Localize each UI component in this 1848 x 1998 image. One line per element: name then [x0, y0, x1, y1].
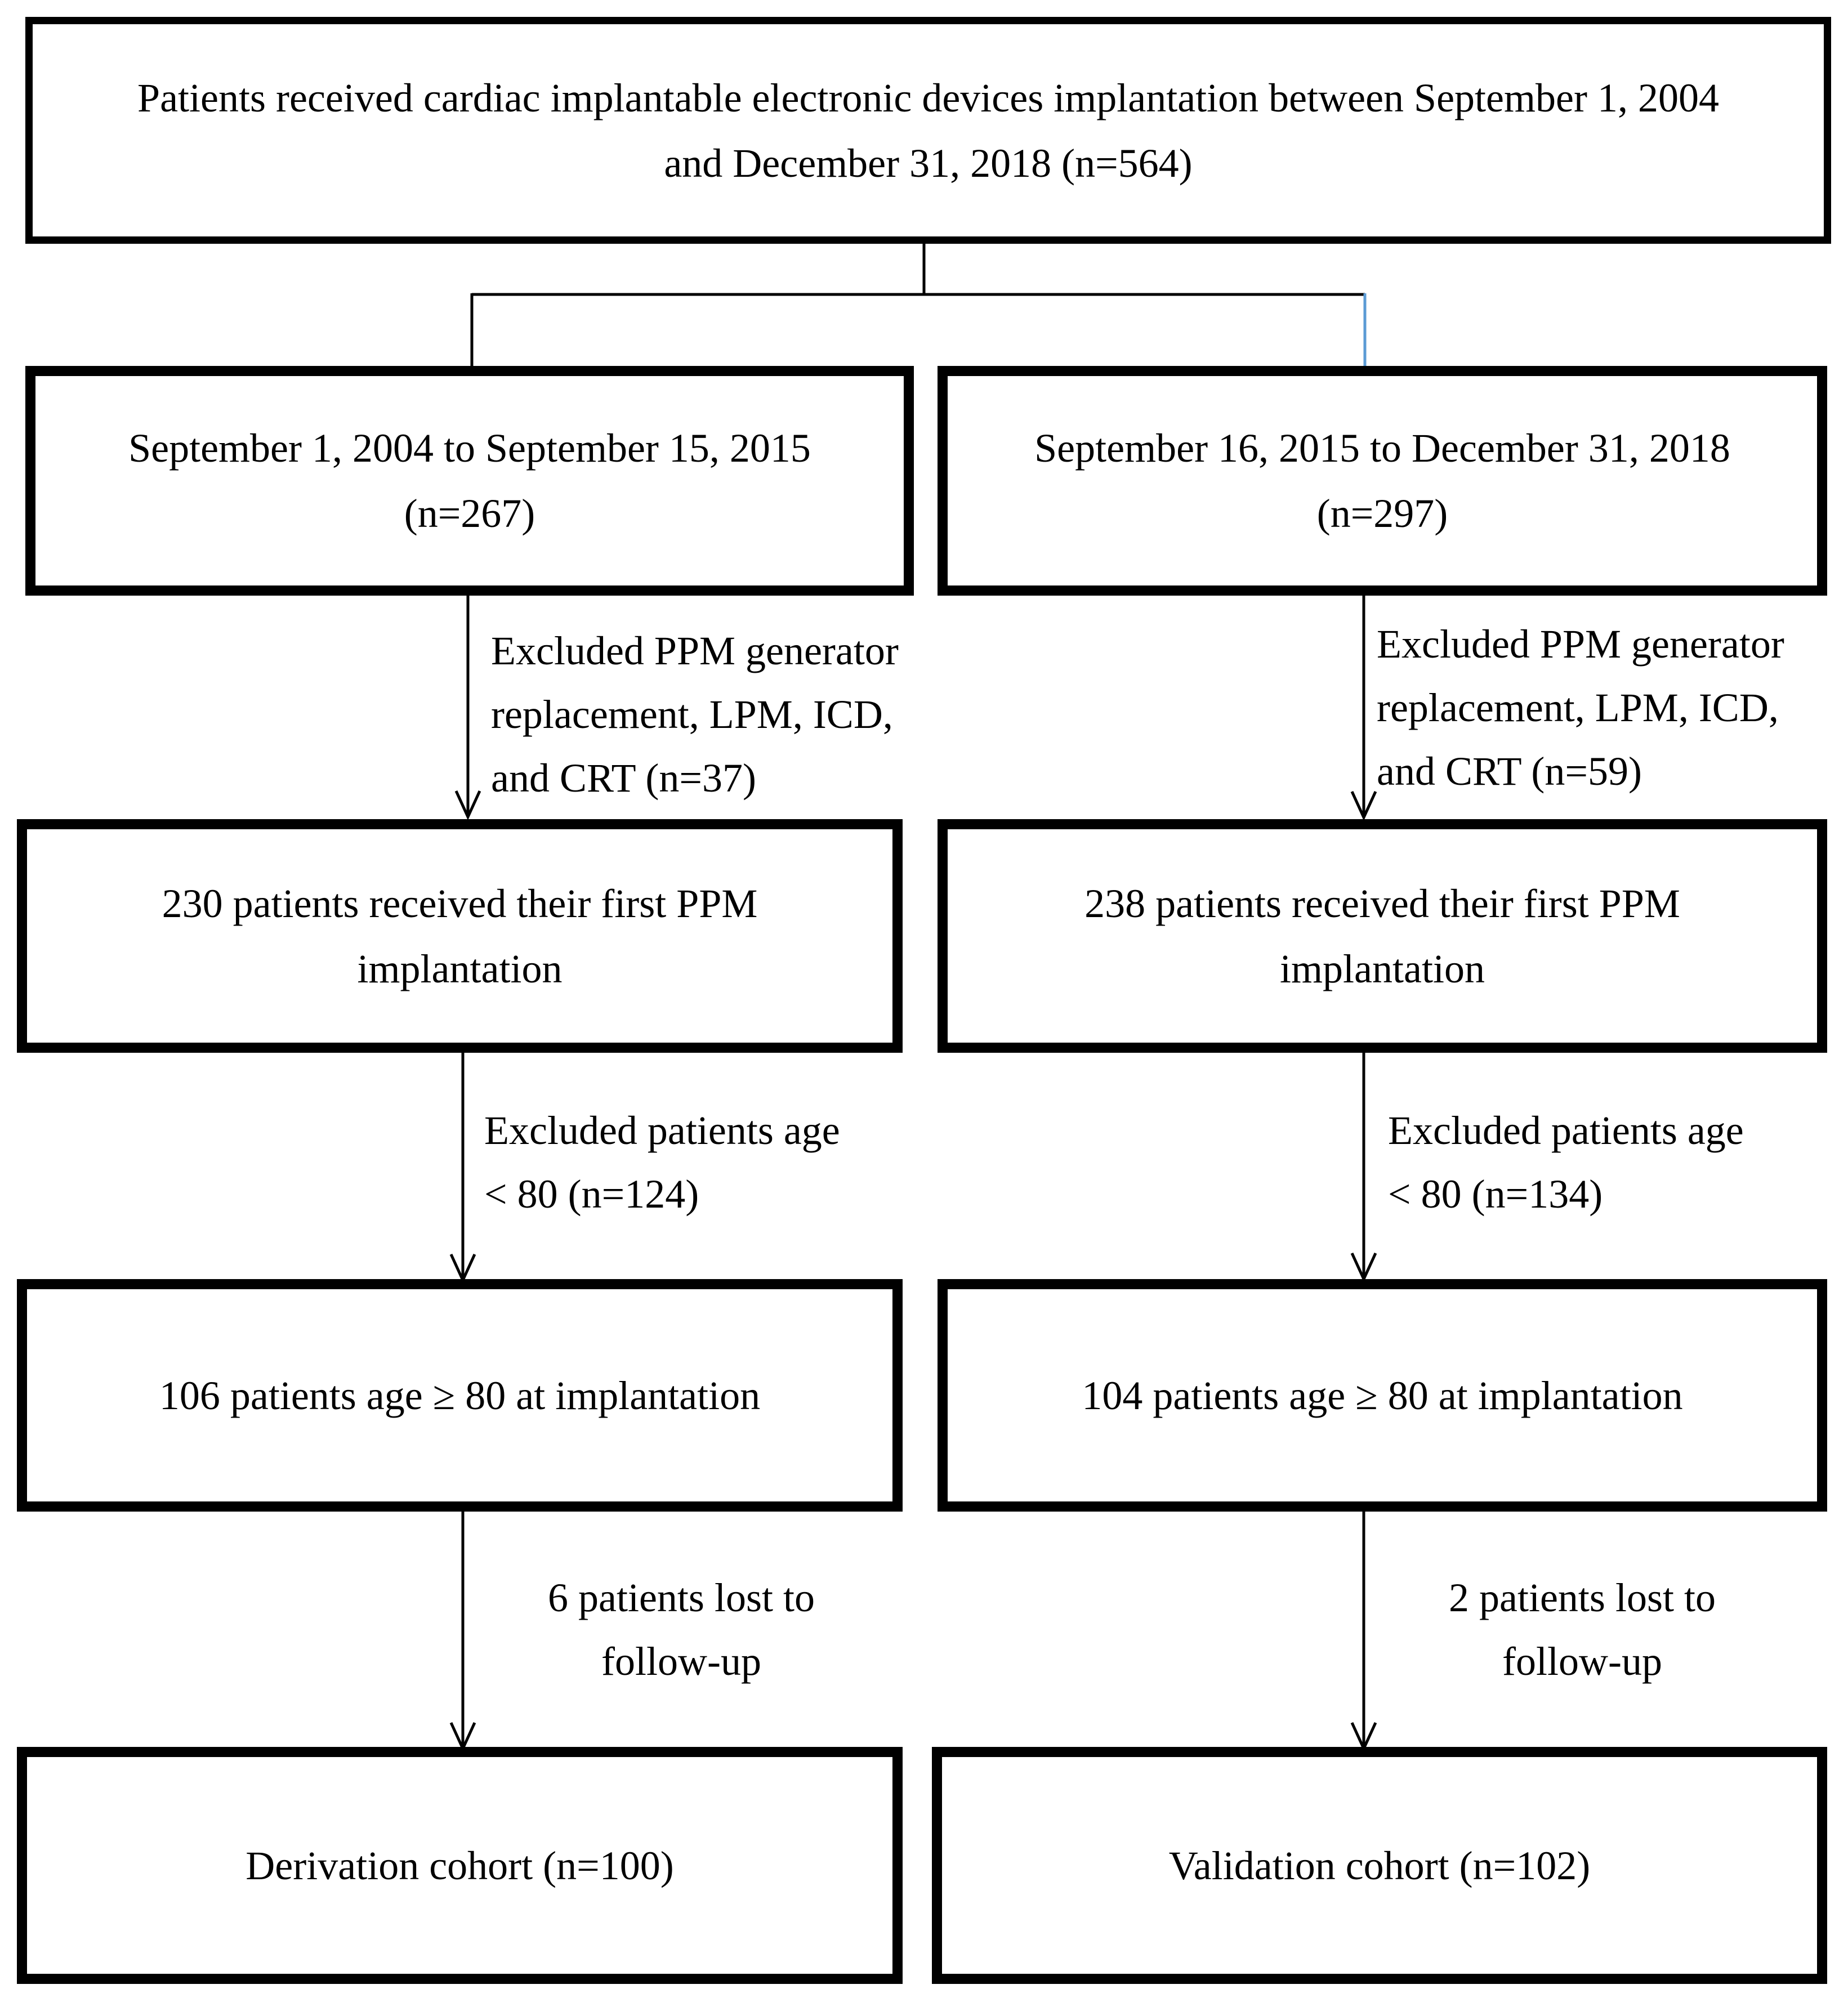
right-exclusion-2-line2: < 80 (n=134): [1388, 1172, 1603, 1217]
right-exclusion-2-line1: Excluded patients age: [1388, 1108, 1744, 1153]
left-period-text-line2: (n=267): [404, 491, 535, 536]
left-lost-note: [529, 1566, 833, 1693]
right-period-text-line2: (n=297): [1316, 491, 1448, 536]
validation-cohort-box: [932, 1747, 1827, 1984]
left-age-text: 106 patients age ≥ 80 at implantation: [159, 1373, 761, 1418]
left-first-ppm-text-line1: 230 patients received their first PPM: [162, 880, 758, 926]
left-age-box: [17, 1279, 903, 1512]
left-exclusion-2-line1: Excluded patients age: [484, 1108, 840, 1153]
left-first-ppm-text-line2: implantation: [357, 946, 563, 991]
validation-cohort-text: Validation cohort (n=102): [1168, 1843, 1591, 1888]
left-exclusion-note-2: [484, 1099, 840, 1226]
right-period-text-line1: September 16, 2015 to December 31, 2018: [1034, 426, 1730, 471]
left-lost-line1: 6 patients lost to: [548, 1575, 815, 1620]
right-exclusion-1-line1: Excluded PPM generator: [1377, 622, 1784, 667]
right-exclusion-1-line3: and CRT (n=59): [1377, 749, 1642, 794]
left-exclusion-1-line3: and CRT (n=37): [491, 756, 756, 801]
right-first-ppm-text-line2: implantation: [1280, 946, 1485, 991]
total-patients-text-line1: Patients received cardiac implantable electronic devices implantation between September 1, 2004: [137, 75, 1719, 120]
right-first-ppm-box: [938, 819, 1827, 1053]
right-exclusion-note-2: [1388, 1099, 1744, 1226]
right-age-box: [938, 1279, 1827, 1512]
right-period-box: [938, 366, 1827, 596]
left-period-box: [25, 366, 914, 596]
right-first-ppm-text-line1: 238 patients received their first PPM: [1084, 880, 1680, 926]
right-age-text: 104 patients age ≥ 80 at implantation: [1082, 1373, 1683, 1418]
right-lost-note: [1430, 1566, 1734, 1693]
left-exclusion-2-line2: < 80 (n=124): [484, 1172, 699, 1217]
right-exclusion-note-1: [1377, 613, 1784, 803]
total-patients-box: [25, 17, 1831, 244]
left-exclusion-1-line2: replacement, LPM, ICD,: [491, 692, 893, 737]
right-lost-line2: follow-up: [1502, 1639, 1662, 1684]
left-exclusion-note-1: [491, 619, 899, 810]
left-period-text-line1: September 1, 2004 to September 15, 2015: [128, 426, 811, 471]
left-exclusion-1-line1: Excluded PPM generator: [491, 628, 899, 673]
left-lost-line2: follow-up: [601, 1639, 761, 1684]
total-patients-text-line2: and December 31, 2018 (n=564): [664, 140, 1193, 186]
derivation-cohort-text: Derivation cohort (n=100): [245, 1843, 674, 1888]
derivation-cohort-box: [17, 1747, 903, 1984]
left-first-ppm-box: [17, 819, 903, 1053]
right-lost-line1: 2 patients lost to: [1449, 1575, 1716, 1620]
right-exclusion-1-line2: replacement, LPM, ICD,: [1377, 685, 1779, 730]
